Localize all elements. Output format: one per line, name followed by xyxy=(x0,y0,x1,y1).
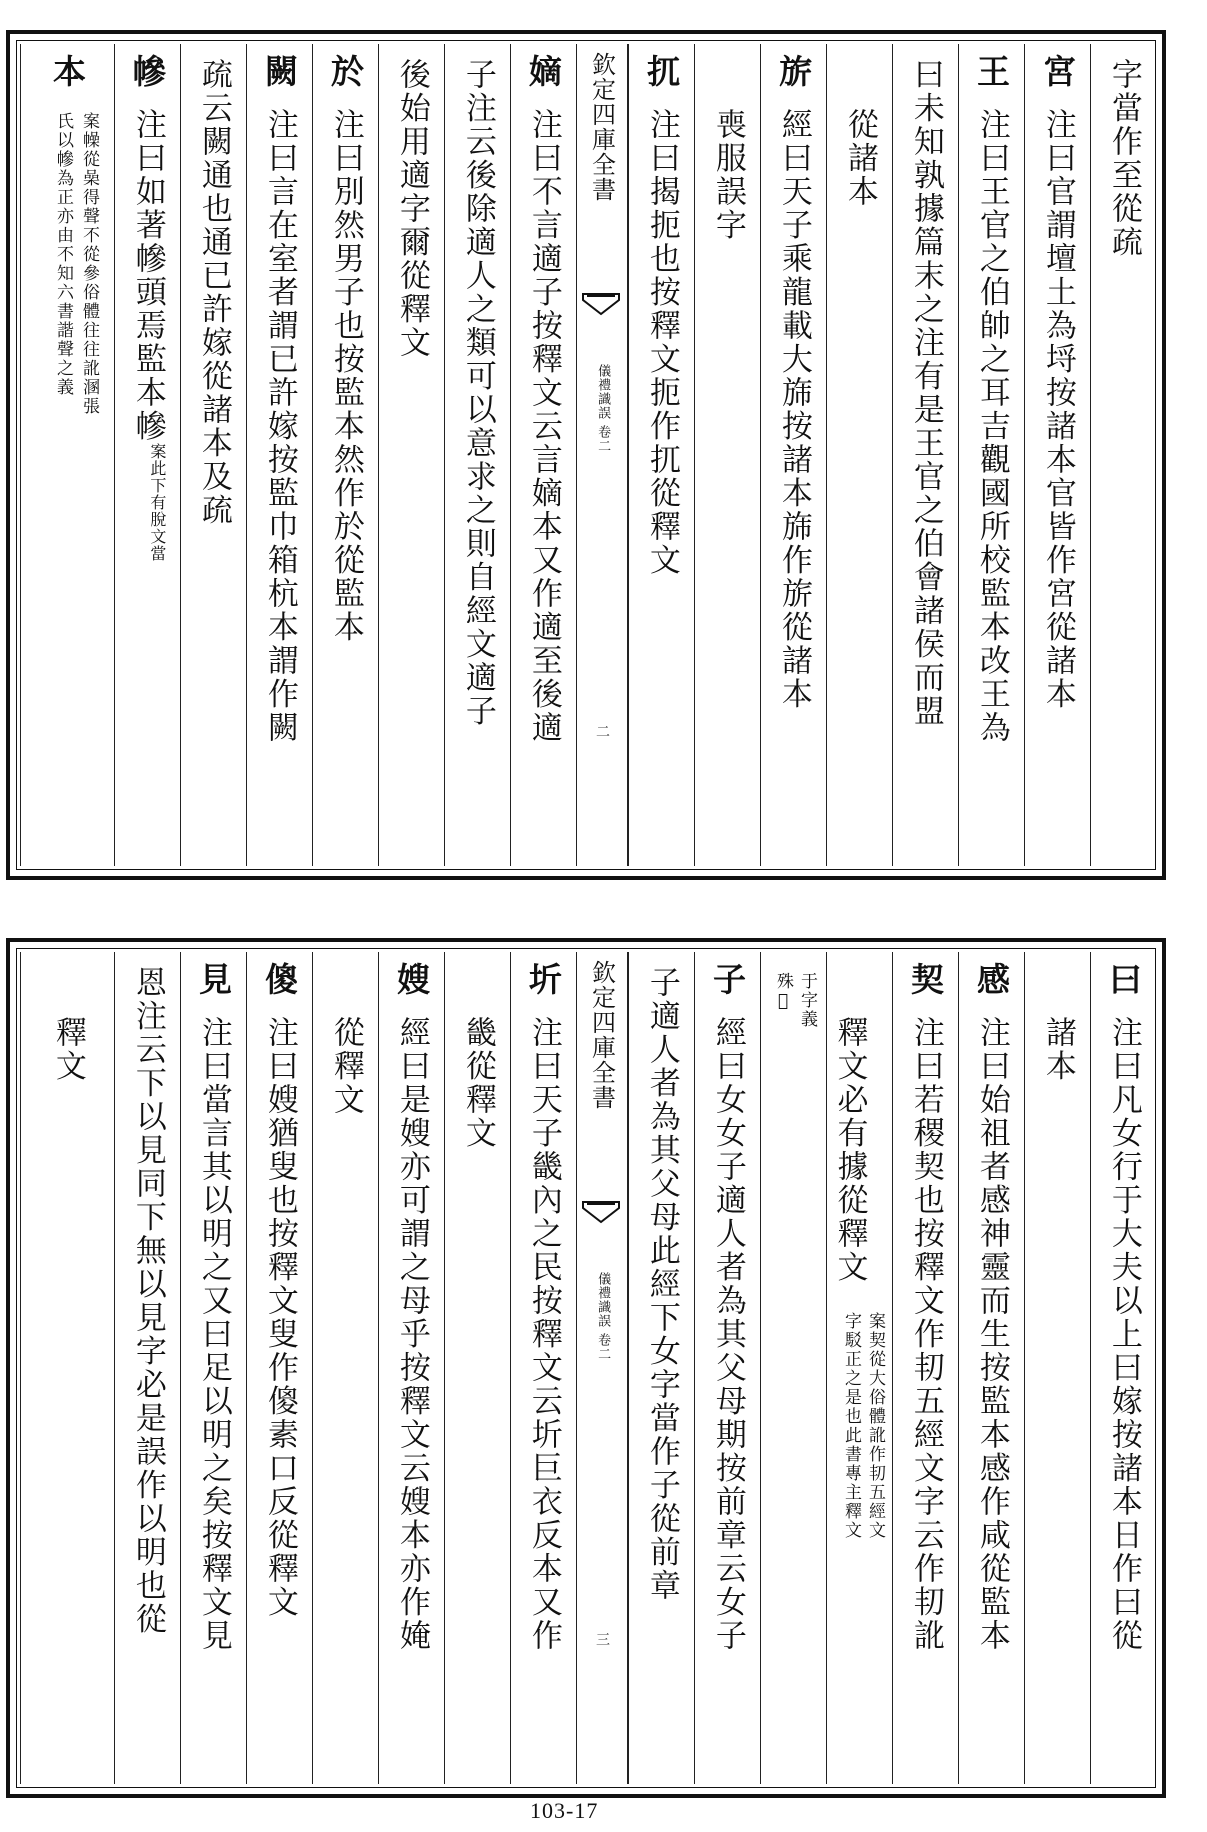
entry-column xyxy=(114,44,180,866)
column-text: 注曰當言其以明之又曰足以明之矣按釋文見 xyxy=(195,1016,232,1653)
juan-label: 卷二 xyxy=(595,425,611,454)
entry-head: 嫂 xyxy=(392,962,431,995)
column-text: 注曰嫂猶叟也按釋文叟作傻素口反從釋文 xyxy=(261,1016,298,1619)
book-title: 欽定四庫全書 xyxy=(587,52,616,202)
entry-head: 子 xyxy=(708,962,747,995)
entry-head: 旂 xyxy=(774,54,813,87)
annotation-note: 案此下有脫文當 xyxy=(147,443,167,562)
center-fold xyxy=(576,952,628,1784)
text-column xyxy=(892,44,958,866)
column-text: 疏云闕通也通已許嫁從諸本及疏 xyxy=(195,58,232,527)
text-column xyxy=(628,952,694,1784)
column-text: 注曰若稷契也按釋文作㓞五經文字云作㓞訛 xyxy=(907,1016,944,1653)
column-text: 字當作至從疏 xyxy=(1105,58,1142,259)
note-column xyxy=(760,952,826,1784)
column-text xyxy=(128,108,167,562)
juan-label: 卷二 xyxy=(595,1333,611,1362)
text-column xyxy=(312,952,378,1784)
volume-title: 儀禮識誤 xyxy=(595,1272,611,1328)
column-text: 注曰言在室者謂已許嫁按監巾箱杭本謂作闕 xyxy=(261,108,298,745)
column-text: 釋文必有據從釋文 xyxy=(831,1016,868,1284)
annotation-note: 案契從大俗體訛作㓞五經文 xyxy=(865,1312,885,1540)
leaf-number: 二 xyxy=(594,724,610,738)
column-text: 經曰女女子適人者為其父母期按前章云女子 xyxy=(709,1016,746,1653)
text-column xyxy=(1024,952,1090,1784)
column-text: 子適人者為其父母此經下女字當作子從前章 xyxy=(643,966,680,1603)
entry-column xyxy=(892,952,958,1784)
entry-column xyxy=(510,44,576,866)
column-text: 喪服誤字 xyxy=(709,108,746,242)
column-text: 注曰別然男子也按監本然作於從監本 xyxy=(327,108,364,644)
entry-head: 本 xyxy=(48,54,87,87)
book-title: 欽定四庫全書 xyxy=(587,960,616,1110)
entry-column xyxy=(694,952,760,1784)
entry-head: 嫡 xyxy=(524,54,563,87)
column-text: 注曰始祖者感神靈而生按監本感作咸從監本 xyxy=(973,1016,1010,1653)
annotation-note: 于字義 xyxy=(797,972,817,1029)
lower-page xyxy=(6,938,1166,1798)
text-column xyxy=(826,952,892,1784)
fish-tail-icon xyxy=(581,1200,621,1224)
entry-column xyxy=(1090,952,1156,1784)
entry-head: 宮 xyxy=(1038,54,1077,87)
column-main-text: 注曰如著幓頭焉監本幓 xyxy=(129,108,166,443)
column-text: 經曰天子乘龍載大旆按諸本旆作旂從諸本 xyxy=(775,108,812,711)
column-text: 注曰不言適子按釋文云言嫡本又作適至後適 xyxy=(525,108,562,745)
text-column xyxy=(1090,44,1156,866)
text-column xyxy=(826,44,892,866)
text-column xyxy=(444,952,510,1784)
column-text: 後始用適字爾從釋文 xyxy=(393,58,430,360)
volume-title: 儀禮識誤 xyxy=(595,364,611,420)
annotation-note: 氏以幓為正亦由不知六書諧聲之義 xyxy=(53,112,73,397)
column-text: 注曰凡女行于大夫以上曰嫁按諸本日作曰從 xyxy=(1105,1016,1142,1653)
column-text: 經曰是嫂亦可謂之母乎按釋文云嫂本亦作㛪 xyxy=(393,1016,430,1653)
text-column xyxy=(378,44,444,866)
entry-head: 王 xyxy=(972,54,1011,87)
annotation-note: 案幧從喿得聲不從參俗體往往訛溷張 xyxy=(79,112,99,416)
entry-column xyxy=(246,44,312,866)
entry-head: 於 xyxy=(326,54,365,87)
column-text: 注曰王官之伯帥之耳吉觀國所校監本改王為 xyxy=(973,108,1010,745)
column-text: 注曰天子畿內之民按釋文云圻巨衣反本又作 xyxy=(525,1016,562,1653)
column-text: 諸本 xyxy=(1039,1016,1076,1083)
center-fold xyxy=(576,44,628,866)
entry-column xyxy=(760,44,826,866)
column-text: 從釋文 xyxy=(327,1016,364,1117)
upper-page xyxy=(6,30,1166,880)
entry-column xyxy=(958,952,1024,1784)
entry-head: 闕 xyxy=(260,54,299,87)
column-text: 恩注云下以見同下無以見字必是誤作以明也從 xyxy=(129,966,166,1636)
text-column xyxy=(694,44,760,866)
column-text: 子注云後除適人之類可以意求之則自經文適子 xyxy=(459,58,496,728)
volume-label xyxy=(593,1272,611,1361)
page-number-label: 103-17 xyxy=(530,1798,599,1823)
column-text: 畿從釋文 xyxy=(459,1016,496,1150)
entry-column xyxy=(1024,44,1090,866)
entry-head: 幓 xyxy=(128,54,167,87)
volume-label xyxy=(593,364,611,453)
entry-column xyxy=(20,44,114,866)
entry-column xyxy=(180,952,246,1784)
text-column xyxy=(20,952,114,1784)
entry-column xyxy=(510,952,576,1784)
entry-head: 見 xyxy=(194,962,233,995)
column-text: 釋文 xyxy=(49,1016,86,1083)
entry-head: 曰 xyxy=(1104,962,1143,995)
entry-head: 扤 xyxy=(642,54,681,87)
column-text: 從諸本 xyxy=(841,108,878,209)
entry-column xyxy=(628,44,694,866)
annotation-note: 字駁正之是也此書專主釋文 xyxy=(841,1312,861,1540)
text-column xyxy=(114,952,180,1784)
entry-head: 契 xyxy=(906,962,945,995)
text-column xyxy=(180,44,246,866)
entry-column xyxy=(958,44,1024,866)
column-text: 注曰官謂壇土為埒按諸本官皆作宮從諸本 xyxy=(1039,108,1076,711)
annotation-note: 殊𨖚 xyxy=(773,972,793,1013)
column-text: 曰未知孰據篇末之注有是王官之伯會諸侯而盟 xyxy=(907,58,944,728)
leaf-number: 三 xyxy=(594,1632,610,1646)
entry-column xyxy=(246,952,312,1784)
text-column xyxy=(444,44,510,866)
entry-head: 感 xyxy=(972,962,1011,995)
fish-tail-icon xyxy=(581,292,621,316)
entry-head: 傻 xyxy=(260,962,299,995)
column-text: 注曰揭扼也按釋文扼作扤從釋文 xyxy=(643,108,680,577)
entry-head: 圻 xyxy=(524,962,563,995)
entry-column xyxy=(312,44,378,866)
entry-column xyxy=(378,952,444,1784)
